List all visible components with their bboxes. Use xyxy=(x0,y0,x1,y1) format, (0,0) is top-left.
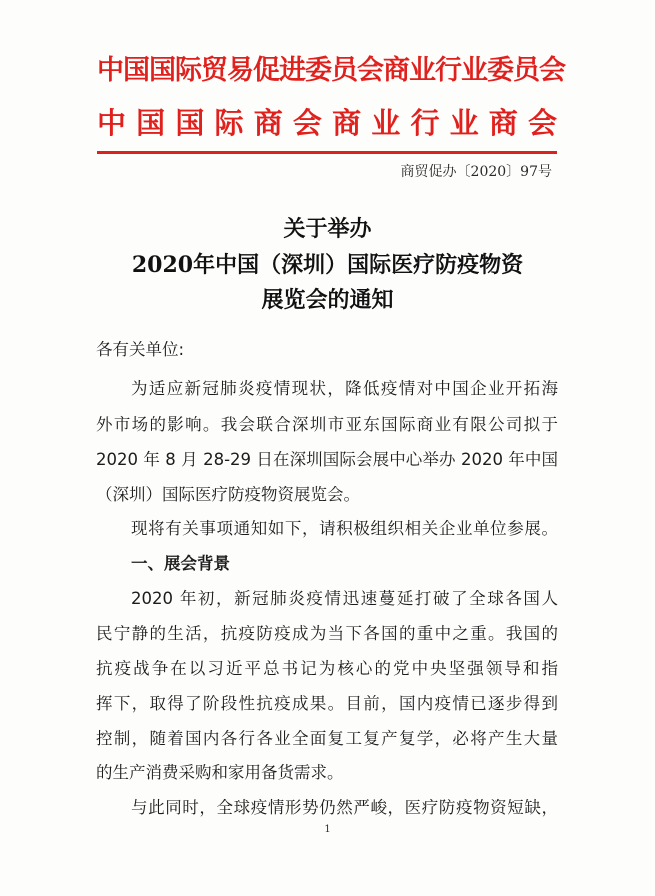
letterhead-red-rule xyxy=(97,151,557,154)
paragraph-3-line: 控制，随着国内各行各业全面复工复产复学，必将产生大量 xyxy=(96,729,558,748)
title-line-1: 关于举办 xyxy=(283,216,372,242)
paragraph-1-line: 外市场的影响。我会联合深圳市亚东国际商业有限公司拟于 xyxy=(96,415,558,434)
paragraph-3-line: 2020 年初，新冠肺炎疫情迅速蔓延打破了全球各国人 xyxy=(131,589,558,608)
document-number: 商贸促办〔2020〕97号 xyxy=(400,164,552,180)
paragraph-4-line: 与此同时，全球疫情形势仍然严峻，医疗防疫物资短缺， xyxy=(131,798,558,817)
paragraph-3-line: 民宁静的生活，抗疫防疫成为当下各国的重中之重。我国的 xyxy=(96,624,558,643)
letterhead-org-line-1: 中国国际贸易促进委员会商业行业委员会 xyxy=(97,55,565,86)
title-line-2: 2020年中国（深圳）国际医疗防疫物资 xyxy=(131,252,524,278)
paragraph-1-line: 为适应新冠肺炎疫情现状，降低疫情对中国企业开拓海 xyxy=(131,379,558,398)
letterhead-org-line-2: 中国国际商会商业行业商会 xyxy=(97,106,557,140)
section-1-heading: 一、展会背景 xyxy=(131,554,230,573)
paragraph-1-line: 2020 年 8 月 28-29 日在深圳国际会展中心举办 2020 年中国 xyxy=(96,450,558,469)
salutation: 各有关单位: xyxy=(96,340,185,359)
paragraph-3-line: 的生产消费采购和家用备货需求。 xyxy=(96,763,344,782)
title-line-3: 展览会的通知 xyxy=(261,287,394,313)
paragraph-2: 现将有关事项通知如下，请积极组织相关企业单位参展。 xyxy=(131,519,558,538)
paragraph-3-line: 抗疫战争在以习近平总书记为核心的党中央坚强领导和指 xyxy=(96,659,558,678)
paragraph-3-line: 挥下，取得了阶段性抗疫成果。目前，国内疫情已逐步得到 xyxy=(96,694,558,713)
page-number: 1 xyxy=(324,824,331,835)
paragraph-1-line: （深圳）国际医疗防疫物资展览会。 xyxy=(96,485,360,504)
